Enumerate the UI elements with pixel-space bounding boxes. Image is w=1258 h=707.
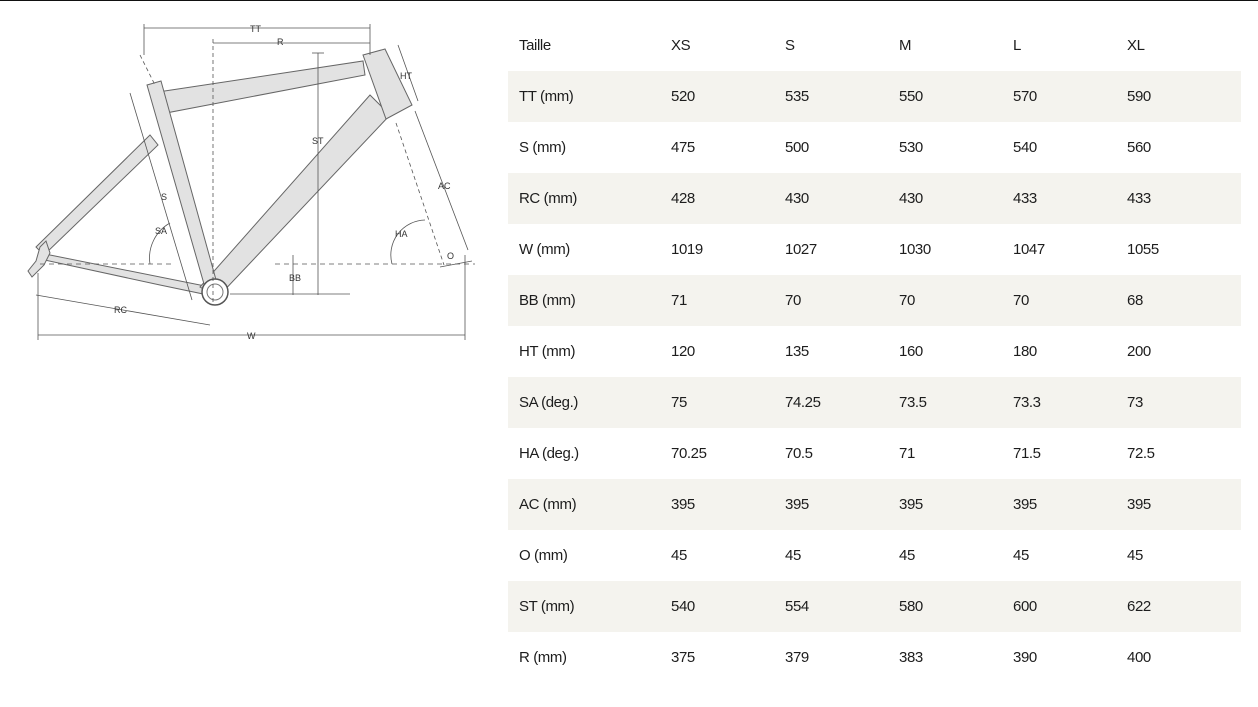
cell-value: 560 [1127, 139, 1151, 156]
cell-value: 70.25 [671, 445, 707, 462]
header-s: S [785, 37, 795, 54]
top-divider [0, 0, 1258, 1]
cell-value: 74.25 [785, 377, 899, 428]
geometry-table [508, 20, 1241, 683]
cell-value: 180 [1013, 343, 1037, 360]
cell-value: 120 [671, 343, 695, 360]
row-label: ST (mm) [508, 581, 671, 632]
cell-value: 395 [785, 479, 899, 530]
label-w: W [247, 331, 256, 341]
cell-value: 200 [1127, 343, 1151, 360]
header-m: M [899, 37, 912, 54]
table-row [508, 71, 1241, 122]
cell-value: 433 [1013, 173, 1127, 224]
cell-value: 540 [671, 581, 785, 632]
cell-value: 554 [785, 581, 899, 632]
cell-value: 430 [899, 173, 1013, 224]
cell-value: 600 [1013, 581, 1127, 632]
cell-value: 70 [899, 275, 1013, 326]
cell-value: 45 [785, 547, 801, 564]
table-row [508, 377, 1241, 428]
cell-value: 570 [1013, 71, 1127, 122]
header-xl: XL [1127, 37, 1145, 54]
cell-value: 45 [899, 547, 915, 564]
cell-value: 475 [671, 139, 695, 156]
cell-value: 520 [671, 71, 785, 122]
seat-stay [36, 135, 158, 255]
table-row [508, 428, 1241, 479]
label-sa: SA [155, 226, 168, 236]
cell-value: 1047 [1013, 241, 1045, 258]
cell-value: 395 [1013, 479, 1127, 530]
cell-value: 71 [671, 275, 785, 326]
cell-value: 622 [1127, 581, 1241, 632]
cell-value: 1019 [671, 241, 703, 258]
cell-value: 395 [1127, 479, 1241, 530]
label-bb: BB [289, 273, 302, 283]
cell-value: 1055 [1127, 241, 1159, 258]
cell-value: 71 [899, 445, 915, 462]
cell-value: 540 [1013, 139, 1037, 156]
row-label: RC (mm) [508, 173, 671, 224]
cell-value: 590 [1127, 71, 1241, 122]
cell-value: 375 [671, 649, 695, 666]
label-st: ST [312, 136, 324, 146]
row-label: W (mm) [519, 241, 570, 258]
table-row [508, 275, 1241, 326]
row-label: HA (deg.) [519, 445, 579, 462]
cell-value: 580 [899, 581, 1013, 632]
cell-value: 1027 [785, 241, 817, 258]
cell-value: 535 [785, 71, 899, 122]
cell-value: 530 [899, 139, 923, 156]
cell-value: 390 [1013, 649, 1037, 666]
cell-value: 395 [899, 479, 1013, 530]
cell-value: 160 [899, 343, 923, 360]
row-label: SA (deg.) [508, 377, 671, 428]
label-ac: AC [438, 181, 451, 191]
row-label: AC (mm) [508, 479, 671, 530]
cell-value: 430 [785, 173, 899, 224]
table-row [508, 581, 1241, 632]
cell-value: 70.5 [785, 445, 813, 462]
cell-value: 1030 [899, 241, 931, 258]
row-label: HT (mm) [519, 343, 576, 360]
cell-value: 73.3 [1013, 377, 1127, 428]
cell-value: 75 [671, 377, 785, 428]
cell-value: 70 [1013, 275, 1127, 326]
table-row [508, 224, 1241, 275]
cell-value: 383 [899, 649, 923, 666]
cell-value: 500 [785, 139, 809, 156]
cell-value: 395 [671, 479, 785, 530]
row-label: R (mm) [519, 649, 567, 666]
row-label: TT (mm) [508, 71, 671, 122]
table-row [508, 479, 1241, 530]
cell-value: 45 [671, 547, 687, 564]
table-row [508, 173, 1241, 224]
header-l: L [1013, 37, 1021, 54]
frame-geometry-diagram [20, 15, 490, 350]
diagram-labels [114, 24, 454, 341]
top-tube [158, 61, 365, 113]
header-size: Taille [519, 37, 551, 54]
table-header-row [508, 20, 1241, 71]
header-xs: XS [671, 37, 691, 54]
row-label: O (mm) [519, 547, 568, 564]
table-row [508, 122, 1241, 173]
label-tt: TT [250, 24, 261, 34]
frame-geometry-svg [20, 15, 490, 350]
cell-value: 428 [671, 173, 785, 224]
cell-value: 550 [899, 71, 1013, 122]
cell-value: 45 [1127, 547, 1143, 564]
row-label: BB (mm) [508, 275, 671, 326]
cell-value: 73 [1127, 377, 1241, 428]
cell-value: 400 [1127, 649, 1151, 666]
table-row [508, 530, 1241, 581]
label-ht: HT [400, 71, 412, 81]
down-tube [200, 95, 390, 297]
cell-value: 73.5 [899, 377, 1013, 428]
cell-value: 72.5 [1127, 445, 1155, 462]
cell-value: 68 [1127, 275, 1241, 326]
cell-value: 45 [1013, 547, 1029, 564]
table-row [508, 326, 1241, 377]
cell-value: 433 [1127, 173, 1241, 224]
cell-value: 379 [785, 649, 809, 666]
table-row [508, 632, 1241, 683]
bike-frame [28, 49, 412, 305]
label-ha: HA [395, 229, 408, 239]
label-s: S [161, 192, 168, 202]
row-label: S (mm) [519, 139, 566, 156]
cell-value: 70 [785, 275, 899, 326]
cell-value: 71.5 [1013, 445, 1041, 462]
label-rc: RC [114, 305, 127, 315]
label-r: R [277, 37, 284, 47]
cell-value: 135 [785, 343, 809, 360]
label-o: O [447, 251, 455, 261]
